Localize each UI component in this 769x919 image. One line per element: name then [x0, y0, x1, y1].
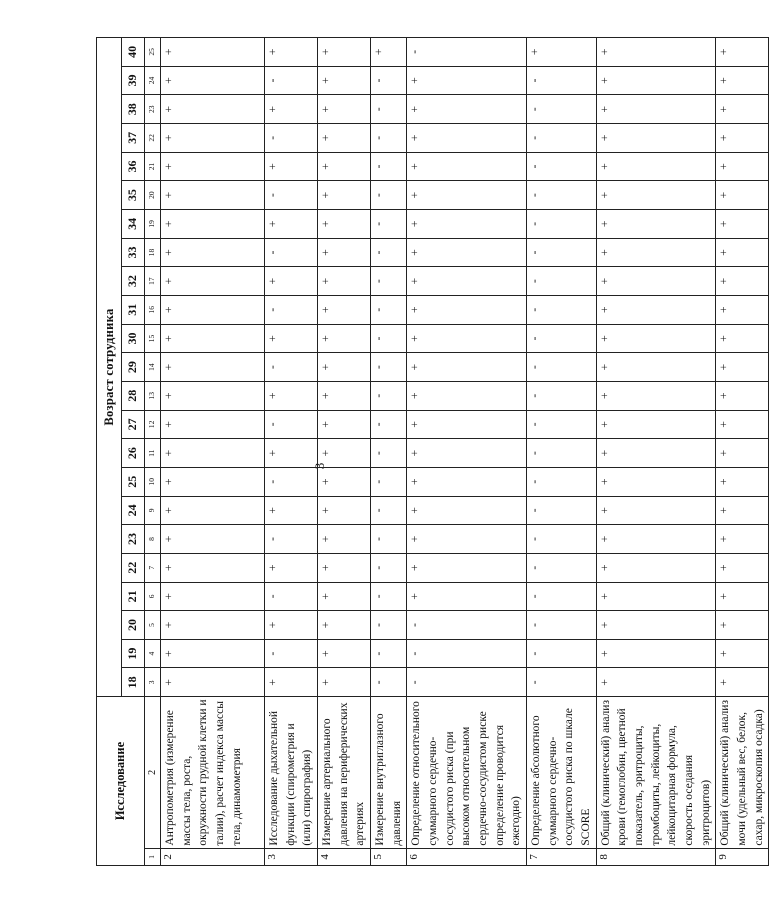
study-name: Измерение внутриглазного давления — [371, 697, 407, 848]
age-mark-cell: + — [716, 38, 769, 67]
age-mark-cell: - — [371, 66, 407, 95]
age-mark-cell: + — [318, 295, 371, 324]
age-column-header: 32 — [122, 267, 145, 296]
age-mark-cell: + — [596, 66, 716, 95]
age-column-header: 21 — [122, 582, 145, 611]
age-mark-cell: + — [596, 353, 716, 382]
age-mark-cell: + — [716, 582, 769, 611]
age-mark-cell: + — [161, 496, 265, 525]
age-mark-cell: - — [371, 525, 407, 554]
age-mark-cell: + — [716, 238, 769, 267]
age-mark-cell: - — [371, 668, 407, 697]
column-number: 13 — [145, 381, 161, 410]
age-mark-cell: + — [407, 66, 527, 95]
page-number: 3 — [312, 462, 327, 470]
age-mark-cell: - — [527, 95, 597, 124]
study-name: Измерение артериального давления на периферических артериях — [318, 697, 371, 848]
age-mark-cell: + — [161, 639, 265, 668]
column-number: 23 — [145, 95, 161, 124]
header-age: Возраст сотрудника — [97, 38, 122, 697]
age-mark-cell: + — [161, 181, 265, 210]
age-mark-cell: + — [318, 525, 371, 554]
age-mark-cell: + — [161, 324, 265, 353]
age-mark-cell: + — [596, 439, 716, 468]
age-mark-cell: - — [371, 267, 407, 296]
age-mark-cell: + — [596, 124, 716, 153]
study-name: Общий (клинический) анализ крови (гемоглобин, цветной показатель, эритроциты, тромбоциты, лейкоциты, лейкоцитарная формула, скорость оседания эритроцитов) — [596, 697, 716, 848]
age-column-header: 38 — [122, 95, 145, 124]
age-column-header: 36 — [122, 152, 145, 181]
age-mark-cell: + — [596, 582, 716, 611]
age-mark-cell: + — [407, 353, 527, 382]
age-column-header: 31 — [122, 295, 145, 324]
age-mark-cell: + — [265, 381, 318, 410]
age-mark-cell: + — [716, 611, 769, 640]
age-mark-cell: + — [161, 124, 265, 153]
age-mark-cell: - — [527, 324, 597, 353]
row-number: 8 — [596, 848, 716, 865]
age-mark-cell: + — [407, 267, 527, 296]
age-mark-cell: - — [407, 668, 527, 697]
age-column-header: 33 — [122, 238, 145, 267]
age-mark-cell: - — [371, 582, 407, 611]
age-mark-cell: + — [596, 181, 716, 210]
age-mark-cell: + — [161, 267, 265, 296]
age-mark-cell: + — [161, 209, 265, 238]
age-column-header: 22 — [122, 553, 145, 582]
age-mark-cell: - — [371, 152, 407, 181]
age-mark-cell: + — [161, 381, 265, 410]
age-mark-cell: + — [596, 496, 716, 525]
age-mark-cell: + — [265, 496, 318, 525]
age-mark-cell: + — [716, 95, 769, 124]
age-mark-cell: + — [716, 124, 769, 153]
age-mark-cell: + — [318, 66, 371, 95]
age-mark-cell: - — [371, 181, 407, 210]
age-mark-cell: + — [596, 381, 716, 410]
age-mark-cell: + — [161, 152, 265, 181]
age-mark-cell: - — [371, 496, 407, 525]
age-mark-cell: - — [265, 124, 318, 153]
study-name: Определение относительного суммарного сердечно-сосудистого риска (при высоком относительном сердечно-сосудистом риске определение проводится ежегодно) — [407, 697, 527, 848]
age-column-header: 28 — [122, 381, 145, 410]
age-mark-cell: + — [265, 611, 318, 640]
age-mark-cell: + — [371, 38, 407, 67]
age-mark-cell: + — [318, 238, 371, 267]
age-mark-cell: - — [265, 353, 318, 382]
age-mark-cell: - — [527, 467, 597, 496]
age-mark-cell: + — [596, 611, 716, 640]
column-number: 16 — [145, 295, 161, 324]
age-mark-cell: - — [265, 639, 318, 668]
age-mark-cell: + — [318, 152, 371, 181]
age-mark-cell: - — [371, 553, 407, 582]
age-mark-cell: + — [716, 267, 769, 296]
age-mark-cell: + — [407, 181, 527, 210]
age-mark-cell: + — [407, 439, 527, 468]
age-mark-cell: + — [596, 95, 716, 124]
age-mark-cell: + — [265, 439, 318, 468]
age-mark-cell: + — [265, 553, 318, 582]
age-mark-cell: + — [716, 181, 769, 210]
age-mark-cell: + — [596, 525, 716, 554]
age-mark-cell: + — [318, 209, 371, 238]
column-number: 24 — [145, 66, 161, 95]
age-mark-cell: + — [265, 267, 318, 296]
age-column-header: 30 — [122, 324, 145, 353]
age-mark-cell: - — [371, 238, 407, 267]
age-mark-cell: + — [407, 295, 527, 324]
age-mark-cell: + — [716, 439, 769, 468]
age-column-header: 19 — [122, 639, 145, 668]
age-mark-cell: + — [318, 353, 371, 382]
age-mark-cell: + — [265, 38, 318, 67]
age-mark-cell: + — [161, 553, 265, 582]
column-number: 9 — [145, 496, 161, 525]
column-number: 5 — [145, 611, 161, 640]
age-mark-cell: - — [527, 439, 597, 468]
age-mark-cell: - — [371, 124, 407, 153]
age-mark-cell: + — [407, 525, 527, 554]
age-mark-cell: + — [407, 553, 527, 582]
age-mark-cell: - — [371, 209, 407, 238]
age-mark-cell: + — [596, 152, 716, 181]
age-mark-cell: - — [407, 639, 527, 668]
age-column-header: 20 — [122, 611, 145, 640]
age-column-header: 25 — [122, 467, 145, 496]
age-mark-cell: - — [371, 410, 407, 439]
age-mark-cell: + — [161, 353, 265, 382]
age-mark-cell: - — [371, 381, 407, 410]
column-number: 14 — [145, 353, 161, 382]
column-number: 21 — [145, 152, 161, 181]
age-mark-cell: + — [596, 267, 716, 296]
column-number: 18 — [145, 238, 161, 267]
age-mark-cell: + — [161, 467, 265, 496]
age-mark-cell: + — [265, 324, 318, 353]
age-mark-cell: - — [371, 95, 407, 124]
age-mark-cell: + — [318, 124, 371, 153]
age-mark-cell: + — [161, 410, 265, 439]
table-row — [371, 38, 407, 866]
age-mark-cell: + — [318, 668, 371, 697]
table-row — [161, 38, 265, 866]
age-mark-cell: - — [265, 582, 318, 611]
age-mark-cell: - — [371, 324, 407, 353]
age-mark-cell: + — [716, 152, 769, 181]
age-mark-cell: + — [265, 152, 318, 181]
age-mark-cell: - — [371, 439, 407, 468]
age-mark-cell: + — [407, 95, 527, 124]
age-mark-cell: - — [527, 295, 597, 324]
age-mark-cell: - — [265, 238, 318, 267]
age-mark-cell: + — [318, 496, 371, 525]
age-column-header: 37 — [122, 124, 145, 153]
age-mark-cell: + — [716, 639, 769, 668]
study-name: Общий (клинический) анализ мочи (удельный вес, белок, сахар, микроскопия осадка) — [716, 697, 769, 848]
study-name: Исследование дыхательной функции (спирометрия и (или) спирография) — [265, 697, 318, 848]
column-number: 17 — [145, 267, 161, 296]
age-mark-cell: - — [527, 525, 597, 554]
age-mark-cell: + — [596, 38, 716, 67]
age-mark-cell: - — [527, 181, 597, 210]
rotated-table-container — [96, 37, 765, 866]
column-number: 11 — [145, 439, 161, 468]
age-mark-cell: - — [527, 66, 597, 95]
age-mark-cell: - — [407, 38, 527, 67]
column-number: 7 — [145, 553, 161, 582]
row-number: 5 — [371, 848, 407, 865]
age-mark-cell: + — [318, 95, 371, 124]
age-column-header: 29 — [122, 353, 145, 382]
table-row — [716, 38, 769, 866]
age-mark-cell: + — [318, 181, 371, 210]
age-mark-cell: + — [161, 295, 265, 324]
age-mark-cell: + — [596, 324, 716, 353]
examination-table — [96, 37, 769, 866]
column-number: 10 — [145, 467, 161, 496]
age-mark-cell: + — [596, 639, 716, 668]
age-mark-cell: - — [527, 611, 597, 640]
age-mark-cell: + — [407, 496, 527, 525]
age-mark-cell: - — [265, 410, 318, 439]
age-mark-cell: - — [371, 353, 407, 382]
age-mark-cell: - — [527, 353, 597, 382]
age-mark-cell: + — [318, 439, 371, 468]
age-mark-cell: - — [527, 267, 597, 296]
age-mark-cell: + — [716, 496, 769, 525]
column-number: 4 — [145, 639, 161, 668]
column-number: 1 — [145, 848, 161, 865]
age-mark-cell: - — [371, 295, 407, 324]
age-mark-cell: + — [161, 66, 265, 95]
age-mark-cell: - — [527, 553, 597, 582]
age-mark-cell: + — [716, 66, 769, 95]
age-mark-cell: + — [407, 209, 527, 238]
header-study: Исследование — [97, 697, 145, 866]
age-mark-cell: + — [407, 238, 527, 267]
age-mark-cell: - — [527, 668, 597, 697]
age-mark-cell: + — [318, 381, 371, 410]
age-mark-cell: + — [161, 611, 265, 640]
age-column-header: 24 — [122, 496, 145, 525]
age-mark-cell: + — [527, 38, 597, 67]
age-mark-cell: + — [716, 668, 769, 697]
age-mark-cell: + — [265, 668, 318, 697]
table-row — [527, 38, 597, 866]
table-row — [407, 38, 527, 866]
age-mark-cell: - — [265, 525, 318, 554]
age-mark-cell: - — [527, 381, 597, 410]
age-mark-cell: + — [716, 324, 769, 353]
age-mark-cell: + — [407, 410, 527, 439]
column-number-row — [145, 38, 161, 866]
column-number: 25 — [145, 38, 161, 67]
age-mark-cell: - — [527, 209, 597, 238]
row-number: 6 — [407, 848, 527, 865]
age-mark-cell: + — [161, 238, 265, 267]
age-mark-cell: + — [161, 668, 265, 697]
age-mark-cell: + — [596, 467, 716, 496]
column-number: 12 — [145, 410, 161, 439]
age-mark-cell: + — [161, 95, 265, 124]
age-mark-cell: + — [318, 553, 371, 582]
age-mark-cell: - — [527, 582, 597, 611]
age-mark-cell: + — [407, 381, 527, 410]
age-mark-cell: + — [716, 209, 769, 238]
age-mark-cell: + — [716, 553, 769, 582]
age-column-header: 35 — [122, 181, 145, 210]
age-mark-cell: + — [716, 467, 769, 496]
column-number: 20 — [145, 181, 161, 210]
age-mark-cell: + — [265, 95, 318, 124]
age-mark-cell: - — [265, 295, 318, 324]
row-number: 2 — [161, 848, 265, 865]
age-column-header: 34 — [122, 209, 145, 238]
age-mark-cell: + — [318, 639, 371, 668]
age-column-header: 39 — [122, 66, 145, 95]
row-number: 3 — [265, 848, 318, 865]
age-mark-cell: + — [161, 439, 265, 468]
age-mark-cell: - — [527, 152, 597, 181]
age-mark-cell: - — [527, 639, 597, 668]
age-mark-cell: + — [407, 152, 527, 181]
age-mark-cell: + — [596, 410, 716, 439]
age-mark-cell: + — [716, 295, 769, 324]
study-name: Определение абсолютного суммарного сердечно-сосудистого риска по шкале SCORE — [527, 697, 597, 848]
age-mark-cell: + — [596, 553, 716, 582]
age-mark-cell: + — [716, 381, 769, 410]
column-number: 15 — [145, 324, 161, 353]
age-mark-cell: - — [265, 66, 318, 95]
age-mark-cell: + — [596, 295, 716, 324]
row-number: 4 — [318, 848, 371, 865]
column-number: 3 — [145, 668, 161, 697]
age-mark-cell: - — [527, 410, 597, 439]
column-number: 8 — [145, 525, 161, 554]
age-mark-cell: - — [371, 467, 407, 496]
age-mark-cell: + — [407, 467, 527, 496]
age-column-header: 23 — [122, 525, 145, 554]
age-mark-cell: + — [161, 525, 265, 554]
row-number: 7 — [527, 848, 597, 865]
column-number: 6 — [145, 582, 161, 611]
age-mark-cell: - — [371, 639, 407, 668]
age-mark-cell: + — [407, 124, 527, 153]
age-mark-cell: + — [407, 582, 527, 611]
table-row — [265, 38, 318, 866]
age-mark-cell: + — [318, 410, 371, 439]
age-mark-cell: + — [407, 324, 527, 353]
age-mark-cell: + — [318, 611, 371, 640]
age-mark-cell: + — [265, 209, 318, 238]
table-row — [318, 38, 371, 866]
age-column-header: 26 — [122, 439, 145, 468]
age-mark-cell: + — [716, 410, 769, 439]
age-mark-cell: + — [716, 525, 769, 554]
age-mark-cell: - — [527, 124, 597, 153]
header-row — [97, 38, 122, 866]
age-mark-cell: + — [596, 668, 716, 697]
table-row — [596, 38, 716, 866]
age-mark-cell: + — [716, 353, 769, 382]
age-mark-cell: + — [318, 38, 371, 67]
age-column-header: 40 — [122, 38, 145, 67]
column-number: 2 — [145, 697, 161, 848]
age-mark-cell: + — [596, 238, 716, 267]
age-mark-cell: + — [318, 582, 371, 611]
age-mark-cell: - — [371, 611, 407, 640]
age-mark-cell: + — [318, 267, 371, 296]
age-column-header: 27 — [122, 410, 145, 439]
age-mark-cell: + — [318, 324, 371, 353]
column-number: 19 — [145, 209, 161, 238]
age-mark-cell: - — [265, 467, 318, 496]
age-mark-cell: - — [527, 238, 597, 267]
age-mark-cell: - — [407, 611, 527, 640]
age-mark-cell: + — [161, 582, 265, 611]
study-name: Антропометрия (измерение массы тела, роста, окружности грудной клетки и талии), расчет индекса массы тела, динамометрия — [161, 697, 265, 848]
age-mark-cell: + — [318, 467, 371, 496]
age-mark-cell: - — [265, 181, 318, 210]
age-mark-cell: + — [161, 38, 265, 67]
column-number: 22 — [145, 124, 161, 153]
age-mark-cell: - — [527, 496, 597, 525]
age-column-header: 18 — [122, 668, 145, 697]
row-number: 9 — [716, 848, 769, 865]
age-mark-cell: + — [596, 209, 716, 238]
